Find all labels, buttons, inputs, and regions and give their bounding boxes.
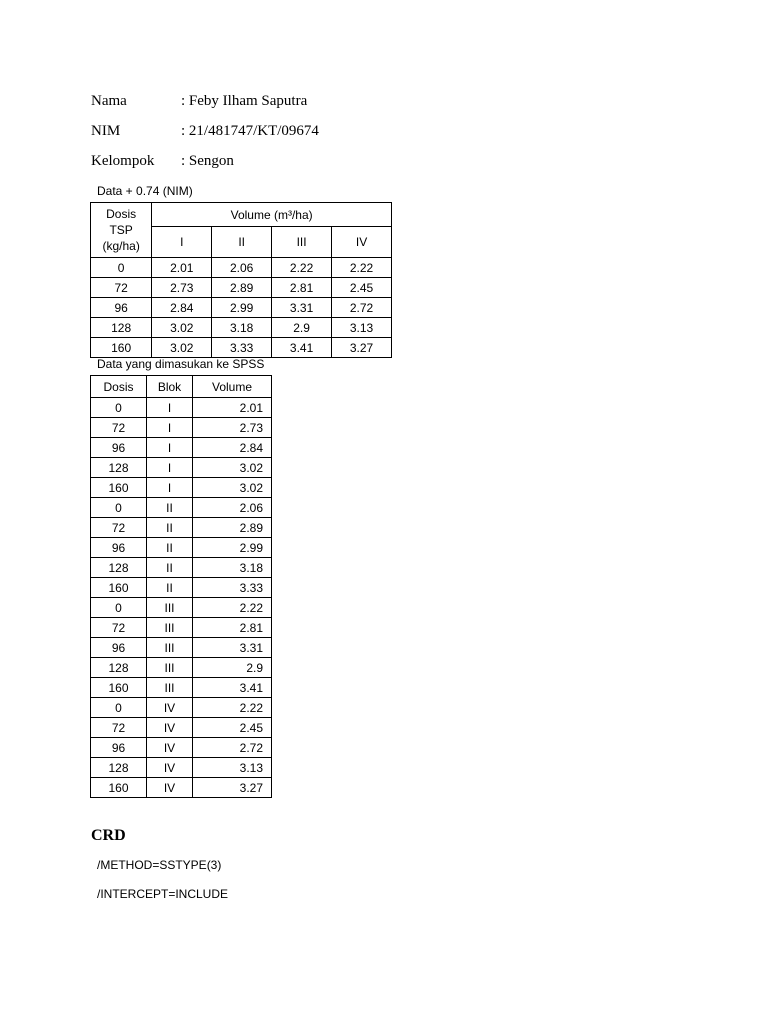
blok-cell: II: [147, 538, 193, 558]
volume-cell: 3.33: [193, 578, 272, 598]
volume-table-body: [91, 258, 392, 358]
table1-caption: Data + 0.74 (NIM): [97, 184, 193, 198]
volume-cell: 2.22: [332, 258, 392, 278]
volume-cell: 3.13: [193, 758, 272, 778]
blok-cell: III: [147, 598, 193, 618]
blok-cell: IV: [147, 698, 193, 718]
dosis-cell: 96: [91, 438, 147, 458]
info-label: Nama: [91, 93, 127, 109]
syntax-line-intercept: /INTERCEPT=INCLUDE: [97, 887, 229, 901]
table-row: [91, 418, 272, 438]
blok-cell: III: [147, 618, 193, 638]
volume-cell: 2.45: [193, 718, 272, 738]
spss-table-body: [91, 398, 272, 798]
table-row: [91, 478, 272, 498]
dosis-cell: 160: [91, 478, 147, 498]
blok-cell: I: [147, 458, 193, 478]
volume-cell: 3.02: [152, 318, 212, 338]
volume-cell: 2.81: [193, 618, 272, 638]
dosis-cell: 160: [91, 678, 147, 698]
dosis-cell: 96: [91, 738, 147, 758]
dosis-cell: 96: [91, 298, 152, 318]
dosis-cell: 160: [91, 338, 152, 358]
replicate-header: IV: [332, 227, 392, 258]
dosis-cell: 72: [91, 278, 152, 298]
table-row: [91, 278, 392, 298]
volume-cell: 2.22: [272, 258, 332, 278]
volume-cell: 2.84: [152, 298, 212, 318]
table-row: [91, 658, 272, 678]
blok-cell: IV: [147, 738, 193, 758]
table-row: [91, 458, 272, 478]
table-row: [91, 638, 272, 658]
volume-cell: 3.27: [332, 338, 392, 358]
volume-cell: 3.41: [193, 678, 272, 698]
volume-cell: 2.01: [152, 258, 212, 278]
info-label: NIM: [91, 123, 121, 139]
volume-cell: 3.31: [272, 298, 332, 318]
info-value: : 21/481747/KT/09674: [181, 123, 319, 139]
volume-cell: 2.99: [212, 298, 272, 318]
blok-cell: I: [147, 438, 193, 458]
table-row: [91, 618, 272, 638]
volume-table: [90, 202, 392, 358]
volume-cell: 3.18: [212, 318, 272, 338]
blok-cell: IV: [147, 718, 193, 738]
volume-cell: 2.01: [193, 398, 272, 418]
table-row: [91, 258, 392, 278]
dosis-header-line: Dosis: [106, 207, 137, 221]
table-row: [91, 338, 392, 358]
dosis-cell: 128: [91, 558, 147, 578]
info-value: : Feby Ilham Saputra: [181, 93, 308, 109]
dosis-cell: 160: [91, 778, 147, 798]
table-row: [91, 318, 392, 338]
table-row: [91, 718, 272, 738]
table-row: [91, 558, 272, 578]
dosis-cell: 128: [91, 458, 147, 478]
blok-cell: II: [147, 558, 193, 578]
column-header-volume: Volume: [193, 376, 272, 398]
info-value: : Sengon: [181, 153, 234, 169]
volume-cell: 3.02: [193, 458, 272, 478]
dosis-cell: 128: [91, 318, 152, 338]
table-row: [91, 598, 272, 618]
column-header-blok: Blok: [147, 376, 193, 398]
volume-cell: 3.18: [193, 558, 272, 578]
dosis-cell: 0: [91, 498, 147, 518]
replicate-header: II: [212, 227, 272, 258]
dosis-header-line: (kg/ha): [102, 239, 140, 253]
table-row: [91, 398, 272, 418]
blok-cell: IV: [147, 758, 193, 778]
volume-cell: 2.06: [212, 258, 272, 278]
table2-caption: Data yang dimasukan ke SPSS: [97, 357, 265, 371]
info-label: Kelompok: [91, 153, 155, 169]
volume-cell: 2.9: [193, 658, 272, 678]
volume-cell: 2.06: [193, 498, 272, 518]
dosis-cell: 0: [91, 598, 147, 618]
blok-cell: I: [147, 398, 193, 418]
volume-cell: 2.73: [193, 418, 272, 438]
volume-cell: 2.84: [193, 438, 272, 458]
volume-cell: 3.31: [193, 638, 272, 658]
volume-cell: 2.89: [212, 278, 272, 298]
replicate-header: I: [152, 227, 212, 258]
volume-cell: 3.13: [332, 318, 392, 338]
volume-cell: 3.41: [272, 338, 332, 358]
table-row: [91, 758, 272, 778]
blok-cell: III: [147, 638, 193, 658]
crd-title: CRD: [91, 827, 126, 844]
volume-cell: 2.89: [193, 518, 272, 538]
dosis-cell: 160: [91, 578, 147, 598]
table-row: [91, 678, 272, 698]
blok-cell: I: [147, 478, 193, 498]
table-row: [91, 578, 272, 598]
volume-cell: 2.99: [193, 538, 272, 558]
table-row: [91, 778, 272, 798]
table-row: [91, 298, 392, 318]
volume-cell: 2.73: [152, 278, 212, 298]
info-row-kelompok: [91, 153, 234, 170]
blok-cell: IV: [147, 778, 193, 798]
table-row: [91, 538, 272, 558]
dosis-cell: 0: [91, 258, 152, 278]
volume-cell: 2.72: [193, 738, 272, 758]
volume-cell: 3.27: [193, 778, 272, 798]
table-row: [91, 498, 272, 518]
dosis-cell: 128: [91, 758, 147, 778]
dosis-cell: 96: [91, 638, 147, 658]
dosis-cell: 96: [91, 538, 147, 558]
dosis-cell: 72: [91, 718, 147, 738]
table-row: [91, 438, 272, 458]
volume-cell: 3.02: [193, 478, 272, 498]
blok-cell: III: [147, 678, 193, 698]
table-row: [91, 518, 272, 538]
volume-cell: 2.22: [193, 598, 272, 618]
volume-cell: 2.22: [193, 698, 272, 718]
replicate-header: III: [272, 227, 332, 258]
blok-cell: III: [147, 658, 193, 678]
volume-header: Volume (m³/ha): [152, 203, 392, 227]
dosis-header-line: TSP: [109, 223, 133, 237]
volume-cell: 2.45: [332, 278, 392, 298]
dosis-cell: 72: [91, 618, 147, 638]
column-header-dosis: Dosis: [91, 376, 147, 398]
dosis-cell: 72: [91, 518, 147, 538]
dosis-cell: 128: [91, 658, 147, 678]
info-row-nama: [91, 93, 307, 110]
dosis-cell: 0: [91, 398, 147, 418]
blok-cell: II: [147, 578, 193, 598]
volume-cell: 2.72: [332, 298, 392, 318]
blok-cell: II: [147, 498, 193, 518]
dosis-cell: 72: [91, 418, 147, 438]
table-row: [91, 738, 272, 758]
syntax-line-method: /METHOD=SSTYPE(3): [97, 858, 222, 872]
blok-cell: II: [147, 518, 193, 538]
volume-cell: 2.81: [272, 278, 332, 298]
volume-cell: 3.33: [212, 338, 272, 358]
table-row: [91, 698, 272, 718]
blok-cell: I: [147, 418, 193, 438]
dosis-cell: 0: [91, 698, 147, 718]
info-row-nim: [91, 123, 319, 140]
dosis-header: [91, 203, 152, 258]
spss-table: [90, 375, 272, 798]
volume-cell: 2.9: [272, 318, 332, 338]
volume-cell: 3.02: [152, 338, 212, 358]
